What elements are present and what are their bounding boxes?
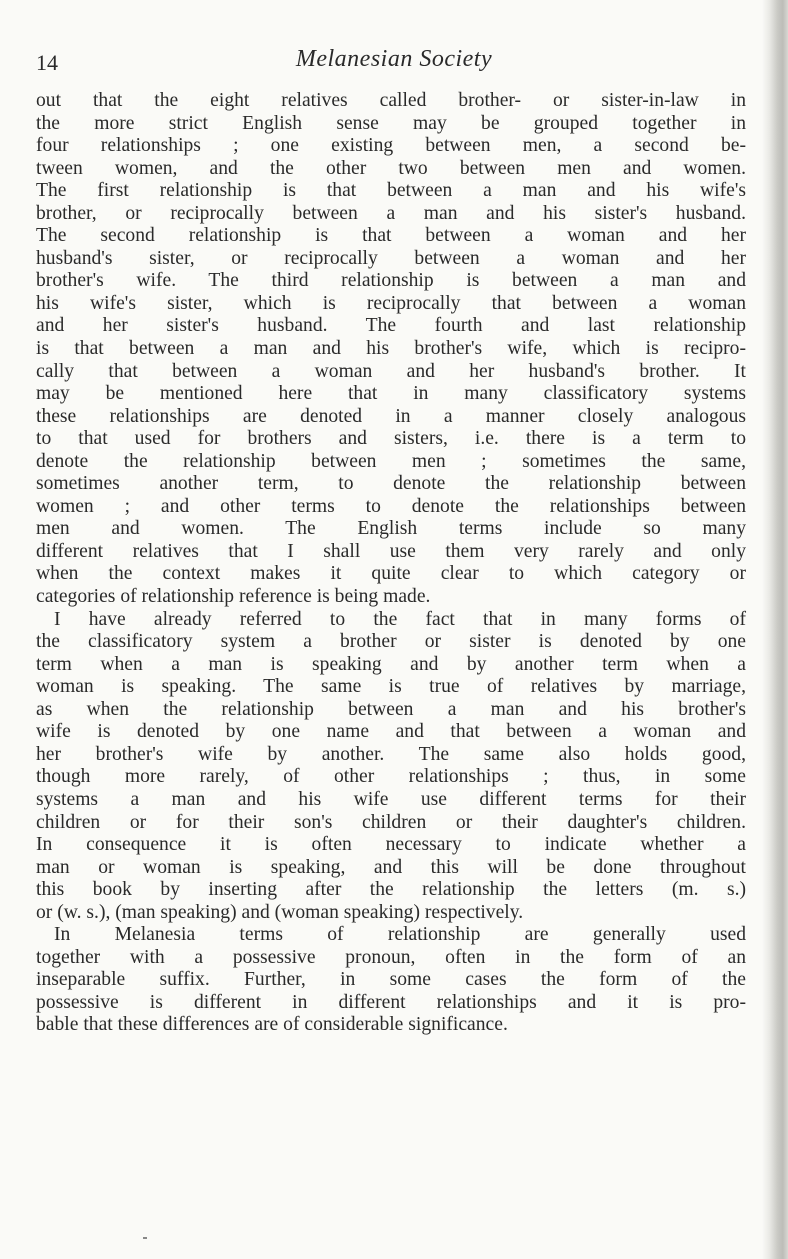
page-number: 14 (36, 50, 58, 75)
text-line: The second relationship is that between a woman and her (36, 225, 746, 247)
text-line: brother, or reciprocally between a man and his sister's husband. (36, 202, 746, 224)
text-line: sometimes another term, to denote the relationship between (36, 473, 746, 495)
text-line: denote the relationship between men ; sometimes the same, (36, 450, 746, 472)
text-line: and her sister's husband. The fourth and last relationship (36, 315, 746, 337)
text-line: though more rarely, of other relationships ; thus, in some (36, 766, 746, 788)
text-line: out that the eight relatives called brother- or sister-in-law in (36, 90, 746, 111)
scan-mark (143, 1237, 147, 1239)
text-line: four relationships ; one existing between men, a second be- (36, 135, 746, 157)
text-line: as when the relationship between a man and his brother's (36, 698, 746, 720)
text-line: bable that these differences are of considerable significance. (36, 1014, 508, 1036)
text-line: different relatives that I shall use them very rarely and only (36, 540, 746, 562)
text-line: term when a man is speaking and by another term when a (36, 653, 746, 675)
text-line: possessive is different in different relationships and it is pro- (36, 991, 746, 1013)
text-line: categories of relationship reference is being made. (36, 586, 431, 608)
text-line: the classificatory system a brother or sister is denoted by one (36, 631, 746, 653)
text-line: wife is denoted by one name and that between a woman and (36, 721, 746, 743)
text-line: together with a possessive pronoun, often in the form of an (36, 946, 746, 968)
text-line: In Melanesia terms of relationship are generally used (54, 924, 746, 946)
text-line: systems a man and his wife use different terms for their (36, 788, 746, 810)
text-line: is that between a man and his brother's wife, which is recipro- (36, 338, 746, 360)
text-line: these relationships are denoted in a manner closely analogous (36, 405, 746, 427)
text-line: may be mentioned here that in many classificatory systems (36, 383, 746, 405)
text-line: or (w. s.), (man speaking) and (woman speaking) respectively. (36, 901, 524, 923)
text-line: inseparable suffix. Further, in some cases the form of the (36, 969, 746, 991)
text-line: In consequence it is often necessary to indicate whether a (36, 834, 746, 856)
text-line: The first relationship is that between a man and his wife's (36, 180, 746, 202)
text-line: man or woman is speaking, and this will be done throughout (36, 856, 746, 878)
body-text (36, 90, 746, 1037)
text-line: women ; and other terms to denote the relationships between (36, 495, 746, 517)
text-line: when the context makes it quite clear to which category or (36, 563, 746, 585)
page-binding-shadow (762, 0, 788, 1259)
text-line: husband's sister, or reciprocally between a woman and her (36, 247, 746, 269)
text-line: woman is speaking. The same is true of relatives by marriage, (36, 676, 746, 698)
text-line: this book by inserting after the relationship the letters (m. s.) (36, 879, 746, 901)
text-line: cally that between a woman and her husband's brother. It (36, 360, 746, 382)
text-line: his wife's sister, which is reciprocally that between a woman (36, 292, 746, 314)
running-title: Melanesian Society (295, 46, 493, 72)
text-line: men and women. The English terms include so many (36, 518, 746, 540)
text-line: brother's wife. The third relationship is between a man and (36, 270, 746, 292)
text-line: tween women, and the other two between men and women. (36, 157, 746, 179)
text-line: to that used for brothers and sisters, i.e. there is a term to (36, 428, 746, 450)
text-line: the more strict English sense may be grouped together in (36, 112, 746, 134)
text-line: I have already referred to the fact that in many forms of (54, 608, 746, 630)
text-line: children or for their son's children or their daughter's children. (36, 811, 746, 833)
text-line: her brother's wife by another. The same also holds good, (36, 743, 746, 765)
